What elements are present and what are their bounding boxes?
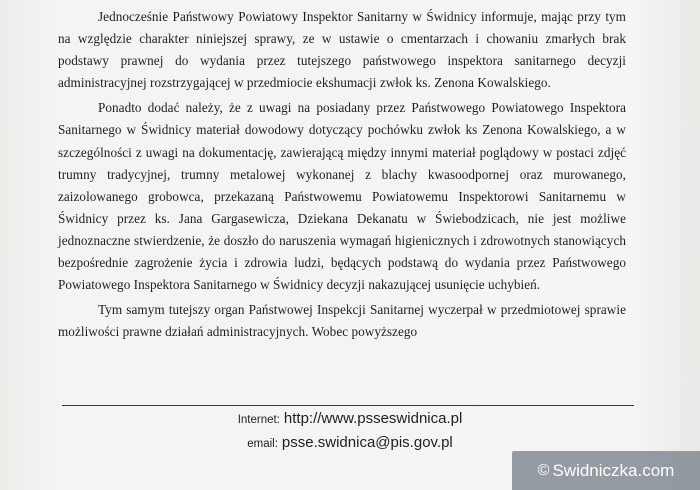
internet-url: http://www.psseswidnica.pl: [283, 410, 463, 427]
footer-email: [0, 434, 700, 452]
footer-divider: [62, 405, 634, 406]
footer-internet: [0, 410, 700, 428]
site-watermark: [512, 451, 700, 490]
paragraph-3: Tym samym tutejszy organ Państwowej Inspekcji Sanitarnej wyczerpał w przedmiotowej sprawie możliwości prawne działań administracyjnych. Wobec powyższego: [58, 302, 626, 340]
email-address: psse.swidnica@pis.gov.pl: [281, 434, 453, 451]
internet-label: Internet:: [237, 414, 280, 426]
paragraph-1: Jednocześnie Państwowy Powiatowy Inspektor Sanitarny w Świdnicy informuje, mając przy tym na względzie charakter niniejszej sprawy, ze w ustawie o cmentarzach i chowaniu zmarłych brak podstawy prawnej do wydania przez tutejszego państwowego inspektora sanitarnego decyzji administracyjnej rozstrzygającej w przedmiocie ekshumacji zwłok ks. Zenona Kowalskiego.: [58, 9, 626, 91]
email-label: email:: [247, 438, 278, 450]
paragraph-2: Ponadto dodać należy, że z uwagi na posiadany przez Państwowego Powiatowego Inspektora Sanitarnego w Świdnicy materiał dowodowy dotyczący pochówku zwłok ks Zenona Kowalskiego, a w szczególności z uwagi na dokumentację, zawierającą między innymi materiał poglądowy w postaci zdjęć trumny tradycyjnej, trumny metalowej wykonanej z blachy kwasoodpornej oraz murowanego, zaizolowanego grobowca, przekazaną Państwowemu Powiatowemu Inspektorowi Sanitarnemu w Świdnicy przez ks. Jana Gargasewicza, Dziekana Dekanatu w Świebodzicach, nie jest możliwe jednoznaczne stwierdzenie, że doszło do naruszenia wymagań higienicznych i zdrowotnych stanowiących bezpośrednie zagrożenie życia i zdrowia ludzi, będących podstawą do wydania przez Państwowego Powiatowego Inspektora Sanitarnego w Świdnicy decyzji nakazującej usunięcie uchybień.: [58, 100, 626, 293]
document-body: [58, 6, 626, 343]
copyright-icon: ©: [537, 461, 550, 479]
watermark-site-name: Swidniczka.com: [552, 460, 675, 480]
